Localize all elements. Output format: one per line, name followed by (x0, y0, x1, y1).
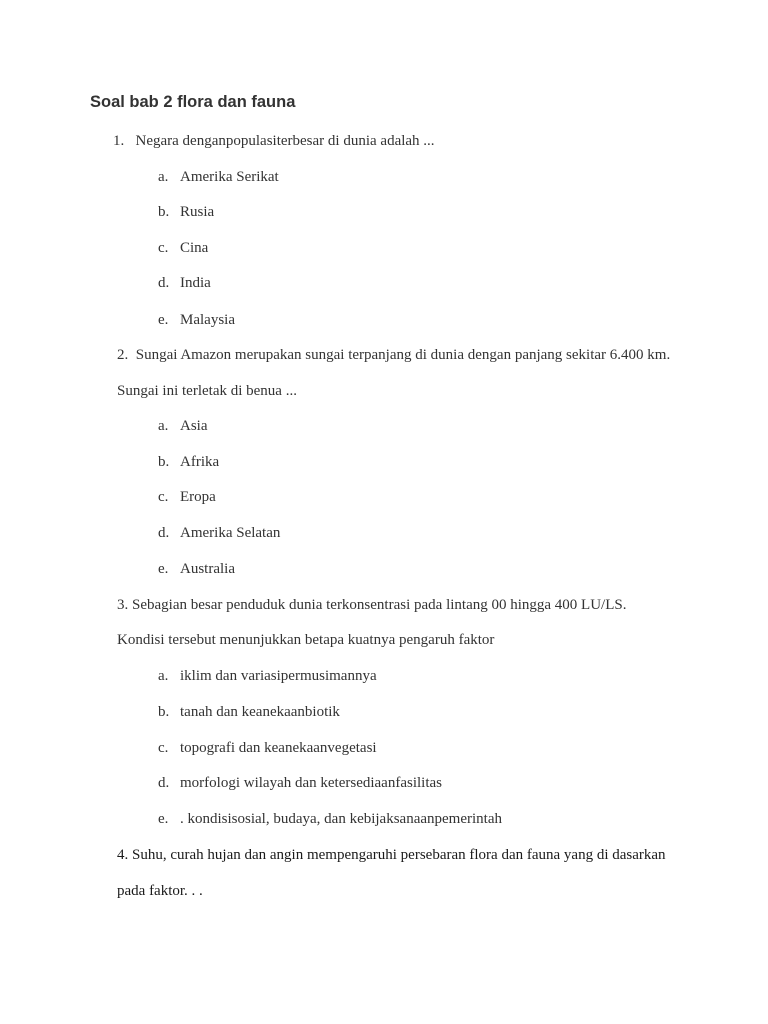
option-text: Amerika Selatan (180, 525, 281, 541)
option-text: Amerika Serikat (180, 169, 279, 185)
question-2-continuation: Sungai ini terletak di benua ... (117, 383, 297, 399)
option-letter: a. (158, 418, 169, 434)
option-letter: b. (158, 204, 170, 220)
option-text: Cina (180, 240, 209, 256)
question-3 (117, 596, 626, 614)
option-text: topografi dan keanekaanvegetasi (180, 740, 377, 756)
option-letter: c. (158, 740, 169, 756)
option-text: Asia (180, 418, 208, 434)
question-text: Suhu, curah hujan dan angin mempengaruhi persebaran flora dan fauna yang di dasarkan (132, 847, 666, 863)
option-letter: e. (158, 561, 169, 577)
question-1 (113, 132, 435, 150)
option-letter: d. (158, 275, 170, 291)
option-letter: e. (158, 811, 169, 827)
option-letter: d. (158, 775, 170, 791)
option-letter: c. (158, 240, 169, 256)
question-4-continuation: pada faktor. . . (117, 883, 203, 899)
question-number: 2. (117, 347, 129, 363)
option-text: morfologi wilayah dan ketersediaanfasilitas (180, 775, 442, 791)
option-text: Australia (180, 561, 235, 577)
option-text: India (180, 275, 211, 291)
question-2 (117, 346, 670, 364)
question-number: 1. (113, 133, 125, 149)
page-title: Soal bab 2 flora dan fauna (90, 93, 296, 111)
option-letter: d. (158, 525, 170, 541)
option-letter: b. (158, 704, 170, 720)
option-text: Eropa (180, 489, 216, 505)
option-letter: a. (158, 169, 169, 185)
question-text: Sungai Amazon merupakan sungai terpanjang di dunia dengan panjang sekitar 6.400 km. (135, 347, 671, 363)
question-3-continuation: Kondisi tersebut menunjukkan betapa kuatnya pengaruh faktor (117, 632, 495, 648)
question-text: Sebagian besar penduduk dunia terkonsentrasi pada lintang 00 hingga 400 LU/LS. (132, 597, 627, 613)
option-text: tanah dan keanekaanbiotik (180, 704, 340, 720)
option-letter: c. (158, 489, 169, 505)
option-text: . kondisisosial, budaya, dan kebijaksanaanpemerintah (180, 811, 502, 827)
question-number: 3. (117, 597, 129, 613)
option-letter: e. (158, 312, 169, 328)
option-text: Afrika (180, 454, 220, 470)
option-text: iklim dan variasipermusimannya (180, 668, 377, 684)
option-text: Rusia (180, 204, 215, 220)
option-text: Malaysia (180, 312, 235, 328)
question-text: Negara denganpopulasiterbesar di dunia adalah ... (135, 133, 435, 149)
question-4 (117, 846, 666, 864)
option-letter: b. (158, 454, 170, 470)
option-letter: a. (158, 668, 169, 684)
question-number: 4. (117, 847, 129, 863)
